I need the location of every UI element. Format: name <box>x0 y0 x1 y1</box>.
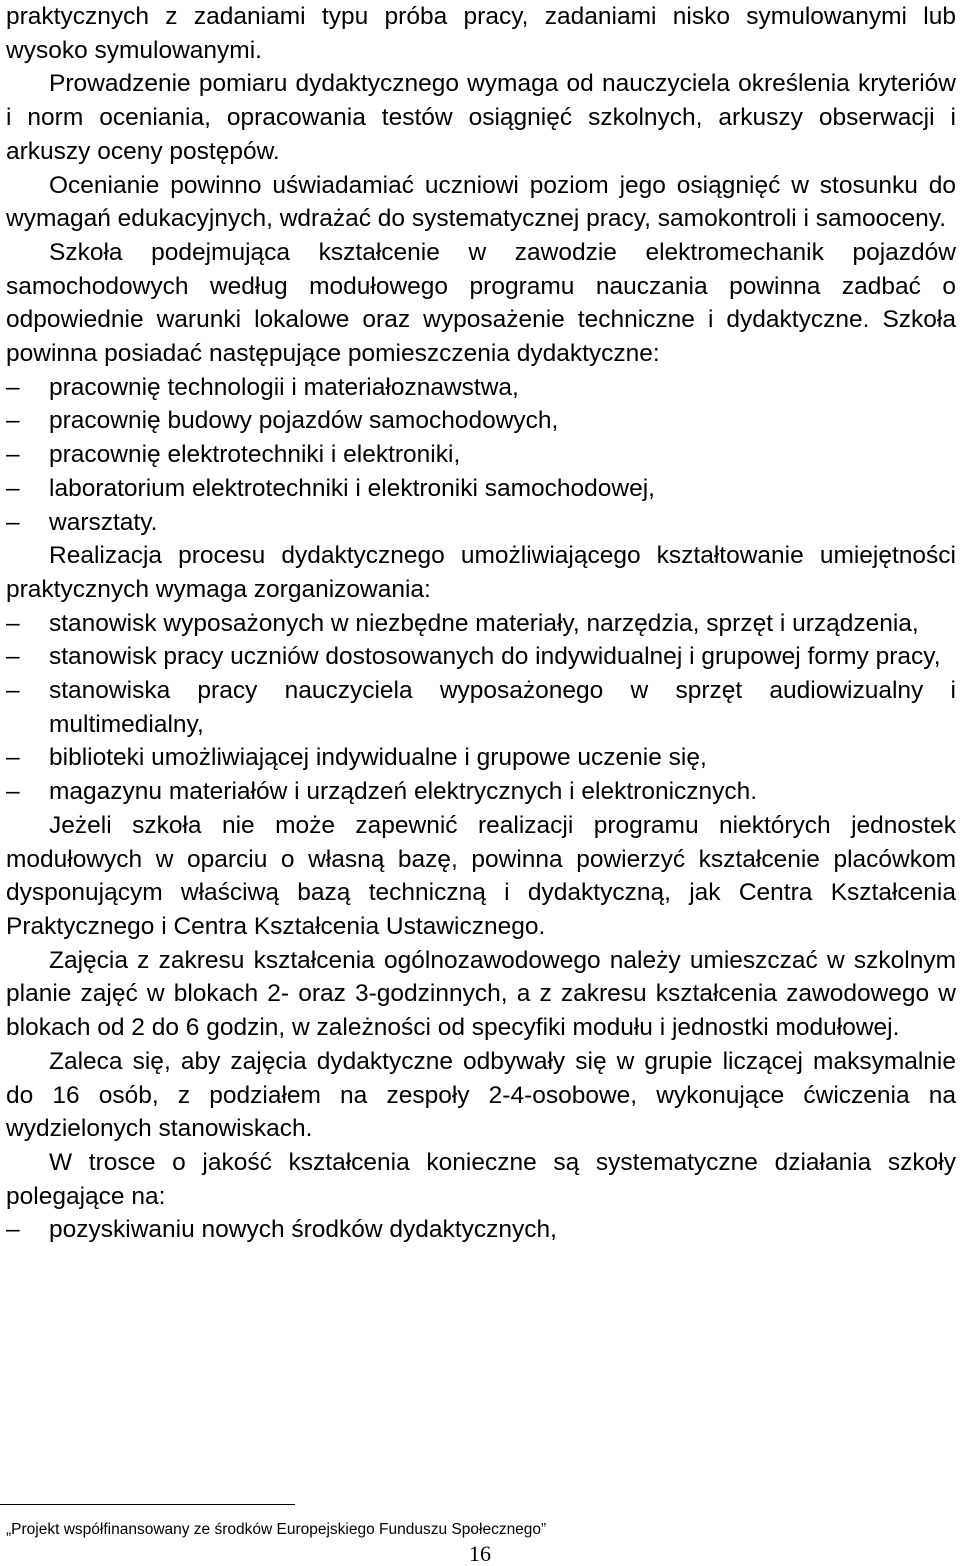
dash-bullet: – <box>6 778 20 806</box>
list-item <box>6 472 956 506</box>
footnote-separator <box>0 1504 295 1505</box>
list-item-text: pracownię budowy pojazdów samochodowych, <box>49 407 559 435</box>
paragraph-external-training: Jeżeli szkoła nie może zapewnić realizacji programu niektórych jednostek modułowych w oparciu o własną bazę, powinna powierzyć kształcenie placówkom dysponującym właściwą bazą techniczną i dydaktyczną, jak Centra Kształcenia Praktycznego i Centra Kształcenia Ustawicznego. <box>6 811 956 940</box>
quality-list <box>6 1213 956 1247</box>
dash-bullet: – <box>6 508 20 536</box>
dash-bullet: – <box>6 744 20 772</box>
paragraph-group-size: Zaleca się, aby zajęcia dydaktyczne odbywały się w grupie liczącej maksymalnie do 16 osób, z podziałem na zespoły 2-4-osobowe, wykonujące ćwiczenia na wydzielonych stanowiskach. <box>6 1047 956 1143</box>
paragraph-school-requirements: Szkoła podejmująca kształcenie w zawodzie elektromechanik pojazdów samochodowych według modułowego programu nauczania powinna zadbać o odpowiednie warunki lokalowe oraz wyposażenie techniczne i dydaktyczne. Szkoła powinna posiadać następujące pomieszczenia dydaktyczne: <box>6 238 956 368</box>
list-item <box>6 1213 956 1247</box>
list-item-text: warsztaty. <box>49 508 158 536</box>
list-item <box>6 775 956 809</box>
page-number: 16 <box>469 1541 491 1566</box>
dash-bullet: – <box>6 441 20 469</box>
dash-bullet: – <box>6 609 20 637</box>
paragraph-schedule-blocks: Zajęcia z zakresu kształcenia ogólnozawodowego należy umieszczać w szkolnym planie zajęć w blokach 2- oraz 3-godzinnych, a z zakresu kształcenia zawodowego w blokach od 2 do 6 godzin, w zależności od specyfiki modułu i jednostki modułowej. <box>6 946 956 1042</box>
stations-list <box>6 607 956 809</box>
list-item-text: stanowisk wyposażonych w niezbędne materiały, narzędzia, sprzęt i urządzenia, <box>49 609 919 637</box>
paragraph-realization-intro: Realizacja procesu dydaktycznego umożliwiającego kształtowanie umiejętności praktycznych wymaga zorganizowania: <box>6 542 956 603</box>
list-item <box>6 404 956 438</box>
list-item <box>6 371 956 405</box>
list-item-text: pracownię technologii i materiałoznawstwa, <box>49 373 519 401</box>
list-item <box>6 674 956 741</box>
dash-bullet: – <box>6 1216 20 1244</box>
list-item <box>6 506 956 540</box>
dash-bullet: – <box>6 474 20 502</box>
dash-bullet: – <box>6 643 20 671</box>
paragraph-quality-actions: W trosce o jakość kształcenia konieczne są systematyczne działania szkoły polegające na: <box>6 1148 956 1210</box>
list-item-text: stanowisk pracy uczniów dostosowanych do indywidualnej i grupowej formy pracy, <box>49 643 941 671</box>
list-item-text: stanowiska pracy nauczyciela wyposażonego w sprzęt audiowizualny i multimedialny, <box>49 677 956 738</box>
list-item <box>6 438 956 472</box>
list-item <box>6 607 956 641</box>
list-item-text: magazynu materiałów i urządzeń elektrycznych i elektronicznych. <box>49 778 758 806</box>
funding-note: „Projekt współfinansowany ze środków Europejskiego Funduszu Społecznego” <box>6 1521 547 1538</box>
list-item-text: pracownię elektrotechniki i elektroniki, <box>49 441 461 469</box>
paragraph-didactic-measurement: Prowadzenie pomiaru dydaktycznego wymaga od nauczyciela określenia kryteriów i norm oceniania, opracowania testów osiągnięć szkolnych, arkuszy obserwacji i arkuszy oceny postępów. <box>6 70 956 165</box>
paragraph-assessment: Ocenianie powinno uświadamiać uczniowi poziom jego osiągnięć w stosunku do wymagań edukacyjnych, wdrażać do systematycznej pracy, samokontroli i samooceny. <box>6 171 956 233</box>
paragraph-continuation: praktycznych z zadaniami typu próba pracy, zadaniami nisko symulowanymi lub wysoko symulowanymi. <box>6 3 956 64</box>
list-item <box>6 741 956 775</box>
dash-bullet: – <box>6 407 20 435</box>
list-item-text: laboratorium elektrotechniki i elektroniki samochodowej, <box>49 474 655 502</box>
dash-bullet: – <box>6 677 20 705</box>
list-item-text: pozyskiwaniu nowych środków dydaktycznych, <box>49 1216 557 1244</box>
list-item <box>6 640 956 674</box>
dash-bullet: – <box>6 373 20 401</box>
page-body <box>6 0 956 1247</box>
rooms-list <box>6 371 956 540</box>
list-item-text: biblioteki umożliwiającej indywidualne i grupowe uczenie się, <box>49 744 707 772</box>
